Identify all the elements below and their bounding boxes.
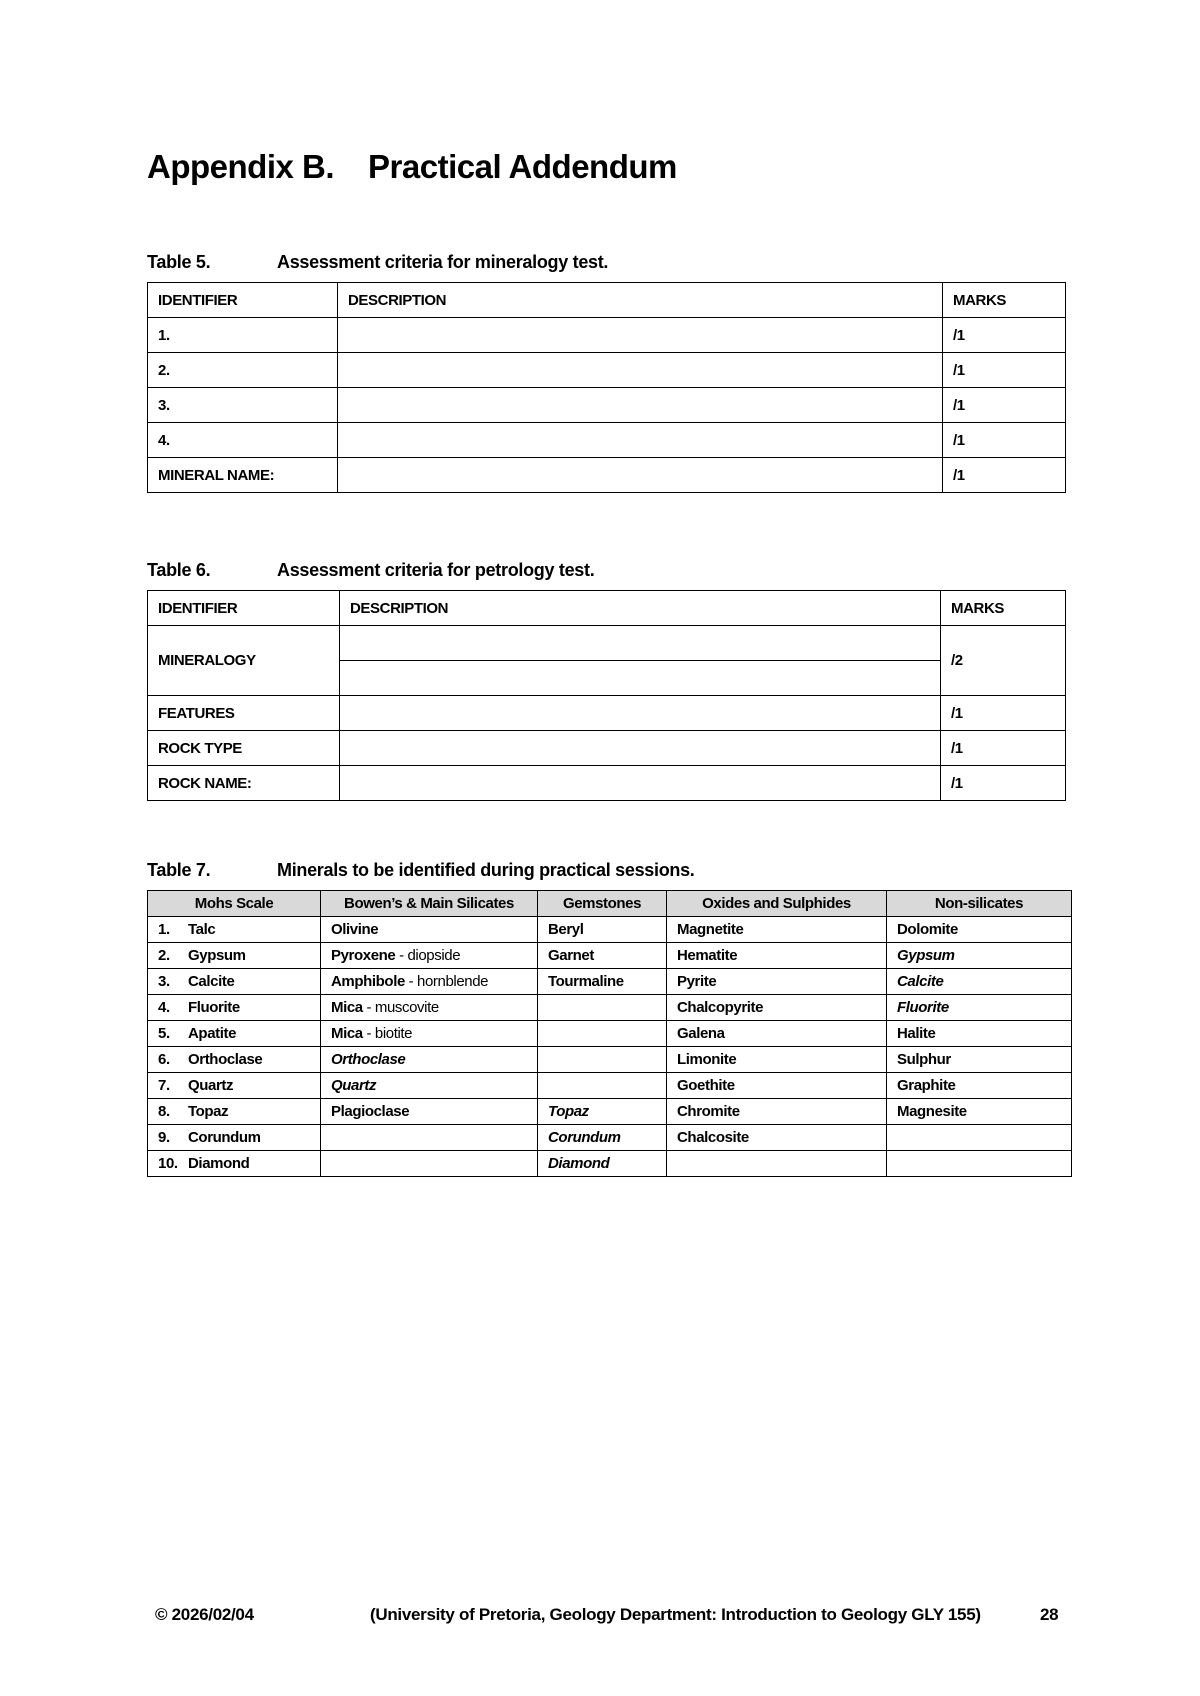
mohs-cell	[148, 1151, 321, 1177]
table-row	[148, 318, 1066, 353]
silicate-group: Quartz	[331, 1077, 377, 1094]
gemstone-cell	[538, 1073, 667, 1099]
mohs-cell	[148, 995, 321, 1021]
oxide-cell: Chromite	[667, 1099, 887, 1125]
identifier-cell: 3.	[148, 388, 338, 423]
marks-cell: /1	[941, 731, 1066, 766]
table-row	[148, 388, 1066, 423]
table6-caption	[147, 560, 594, 581]
gemstone-cell: Corundum	[538, 1125, 667, 1151]
mohs-mineral: Fluorite	[188, 999, 240, 1016]
appendix-label: Appendix B.	[147, 148, 335, 185]
table-row	[148, 353, 1066, 388]
description-line-2[interactable]	[340, 661, 940, 695]
silicate-cell	[321, 1021, 538, 1047]
description-cell[interactable]	[338, 423, 943, 458]
identifier-cell: MINERALOGY	[148, 626, 340, 696]
table-row	[148, 766, 1066, 801]
non-silicate-cell: Magnesite	[887, 1099, 1072, 1125]
silicate-cell	[321, 1151, 538, 1177]
description-cell[interactable]	[340, 696, 941, 731]
non-silicate-cell	[887, 1125, 1072, 1151]
mohs-cell	[148, 917, 321, 943]
table6-caption-number: Table 6.	[147, 560, 211, 580]
table-row	[148, 1125, 1072, 1151]
mohs-cell	[148, 969, 321, 995]
silicate-group: Mica	[331, 999, 363, 1016]
identifier-cell: ROCK TYPE	[148, 731, 340, 766]
table-row	[148, 1047, 1072, 1073]
table-header-row	[148, 891, 1072, 917]
gemstone-cell: Tourmaline	[538, 969, 667, 995]
marks-cell: /1	[941, 696, 1066, 731]
table5-caption	[147, 252, 608, 273]
mohs-mineral: Calcite	[188, 973, 235, 990]
description-cell	[340, 626, 941, 696]
description-cell[interactable]	[338, 458, 943, 493]
footer-source: (University of Pretoria, Geology Department: Introduction to Geology GLY 155)	[370, 1605, 981, 1624]
table-row	[148, 1099, 1072, 1125]
gemstone-cell	[538, 1047, 667, 1073]
mohs-cell	[148, 1099, 321, 1125]
non-silicate-cell: Graphite	[887, 1073, 1072, 1099]
non-silicate-cell: Fluorite	[887, 995, 1072, 1021]
mohs-mineral: Apatite	[188, 1025, 237, 1042]
description-cell[interactable]	[340, 766, 941, 801]
silicate-cell	[321, 1073, 538, 1099]
table-row	[148, 423, 1066, 458]
non-silicate-cell: Dolomite	[887, 917, 1072, 943]
table-row	[148, 943, 1072, 969]
table-row	[148, 917, 1072, 943]
table-row	[148, 696, 1066, 731]
silicate-cell	[321, 917, 538, 943]
appendix-heading	[147, 148, 677, 186]
minerals-table	[147, 890, 1072, 1177]
silicate-cell	[321, 1099, 538, 1125]
identifier-cell: ROCK NAME:	[148, 766, 340, 801]
non-silicate-cell: Halite	[887, 1021, 1072, 1047]
description-line-1[interactable]	[340, 626, 940, 661]
gemstone-cell: Topaz	[538, 1099, 667, 1125]
marks-cell: /1	[943, 353, 1066, 388]
gemstone-cell	[538, 1021, 667, 1047]
silicate-variety: - muscovite	[362, 999, 439, 1016]
header-oxides-sulphides: Oxides and Sulphides	[667, 891, 887, 917]
oxide-cell: Pyrite	[667, 969, 887, 995]
mohs-number: 4.	[158, 999, 170, 1016]
mineralogy-assessment-table	[147, 282, 1066, 493]
silicate-variety: - hornblende	[404, 973, 489, 990]
marks-cell: /2	[941, 626, 1066, 696]
silicate-cell	[321, 1047, 538, 1073]
appendix-title: Practical Addendum	[368, 148, 677, 185]
description-cell[interactable]	[338, 318, 943, 353]
non-silicate-cell: Sulphur	[887, 1047, 1072, 1073]
oxide-cell: Magnetite	[667, 917, 887, 943]
mohs-mineral: Orthoclase	[188, 1051, 263, 1068]
mohs-number: 6.	[158, 1051, 170, 1068]
mohs-number: 5.	[158, 1025, 170, 1042]
table-row	[148, 1073, 1072, 1099]
header-marks: MARKS	[943, 283, 1066, 318]
oxide-cell: Chalcosite	[667, 1125, 887, 1151]
mohs-mineral: Corundum	[188, 1129, 261, 1146]
marks-cell: /1	[941, 766, 1066, 801]
table7-caption	[147, 860, 695, 881]
header-gemstones: Gemstones	[538, 891, 667, 917]
table5-caption-title: Assessment criteria for mineralogy test.	[277, 252, 609, 272]
header-silicates: Bowen’s & Main Silicates	[321, 891, 538, 917]
silicate-group: Plagioclase	[331, 1103, 410, 1120]
mohs-cell	[148, 1073, 321, 1099]
mohs-number: 8.	[158, 1103, 170, 1120]
identifier-cell: 4.	[148, 423, 338, 458]
table-row	[148, 626, 1066, 696]
non-silicate-cell	[887, 1151, 1072, 1177]
mohs-mineral: Talc	[188, 921, 216, 938]
marks-cell: /1	[943, 388, 1066, 423]
silicate-cell	[321, 995, 538, 1021]
mohs-cell	[148, 1047, 321, 1073]
table6-caption-title: Assessment criteria for petrology test.	[277, 560, 595, 580]
mohs-cell	[148, 1021, 321, 1047]
table-row	[148, 1021, 1072, 1047]
header-marks: MARKS	[941, 591, 1066, 626]
silicate-variety: - diopside	[395, 947, 461, 964]
page-number: 28	[1040, 1605, 1059, 1624]
table7-caption-number: Table 7.	[147, 860, 211, 880]
marks-cell: /1	[943, 318, 1066, 353]
identifier-cell: 2.	[148, 353, 338, 388]
mohs-number: 2.	[158, 947, 170, 964]
header-description: DESCRIPTION	[338, 283, 943, 318]
table-row	[148, 1151, 1072, 1177]
table-row	[148, 995, 1072, 1021]
silicate-cell	[321, 969, 538, 995]
mohs-mineral: Quartz	[188, 1077, 234, 1094]
gemstone-cell	[538, 995, 667, 1021]
mohs-mineral: Topaz	[188, 1103, 229, 1120]
petrology-assessment-table	[147, 590, 1066, 801]
silicate-group: Mica	[331, 1025, 363, 1042]
silicate-cell	[321, 943, 538, 969]
silicate-group: Orthoclase	[331, 1051, 406, 1068]
mohs-number: 9.	[158, 1129, 170, 1146]
table-row	[148, 458, 1066, 493]
oxide-cell	[667, 1151, 887, 1177]
gemstone-cell: Beryl	[538, 917, 667, 943]
table-row	[148, 731, 1066, 766]
silicate-cell	[321, 1125, 538, 1151]
description-cell[interactable]	[340, 731, 941, 766]
silicate-group: Pyroxene	[331, 947, 396, 964]
mohs-number: 1.	[158, 921, 170, 938]
header-mohs-scale: Mohs Scale	[148, 891, 321, 917]
mohs-number: 10.	[158, 1155, 178, 1172]
mohs-number: 3.	[158, 973, 170, 990]
table-header-row	[148, 283, 1066, 318]
mohs-mineral: Diamond	[188, 1155, 250, 1172]
table7-caption-title: Minerals to be identified during practical sessions.	[277, 860, 695, 880]
oxide-cell: Hematite	[667, 943, 887, 969]
table-row	[148, 969, 1072, 995]
marks-cell: /1	[943, 423, 1066, 458]
description-cell[interactable]	[338, 388, 943, 423]
gemstone-cell: Garnet	[538, 943, 667, 969]
footer-date: © 2026/02/04	[155, 1605, 254, 1624]
mohs-cell	[148, 1125, 321, 1151]
oxide-cell: Chalcopyrite	[667, 995, 887, 1021]
oxide-cell: Galena	[667, 1021, 887, 1047]
marks-cell: /1	[943, 458, 1066, 493]
gemstone-cell: Diamond	[538, 1151, 667, 1177]
header-identifier: IDENTIFIER	[148, 283, 338, 318]
silicate-group: Amphibole	[331, 973, 405, 990]
non-silicate-cell: Calcite	[887, 969, 1072, 995]
identifier-cell: 1.	[148, 318, 338, 353]
header-identifier: IDENTIFIER	[148, 591, 340, 626]
silicate-variety: - biotite	[362, 1025, 413, 1042]
identifier-cell: FEATURES	[148, 696, 340, 731]
header-description: DESCRIPTION	[340, 591, 941, 626]
oxide-cell: Goethite	[667, 1073, 887, 1099]
oxide-cell: Limonite	[667, 1047, 887, 1073]
identifier-cell: MINERAL NAME:	[148, 458, 338, 493]
non-silicate-cell: Gypsum	[887, 943, 1072, 969]
table5-caption-number: Table 5.	[147, 252, 211, 272]
header-non-silicates: Non-silicates	[887, 891, 1072, 917]
description-cell[interactable]	[338, 353, 943, 388]
mohs-mineral: Gypsum	[188, 947, 246, 964]
mohs-number: 7.	[158, 1077, 170, 1094]
table-header-row	[148, 591, 1066, 626]
mohs-cell	[148, 943, 321, 969]
silicate-group: Olivine	[331, 921, 379, 938]
